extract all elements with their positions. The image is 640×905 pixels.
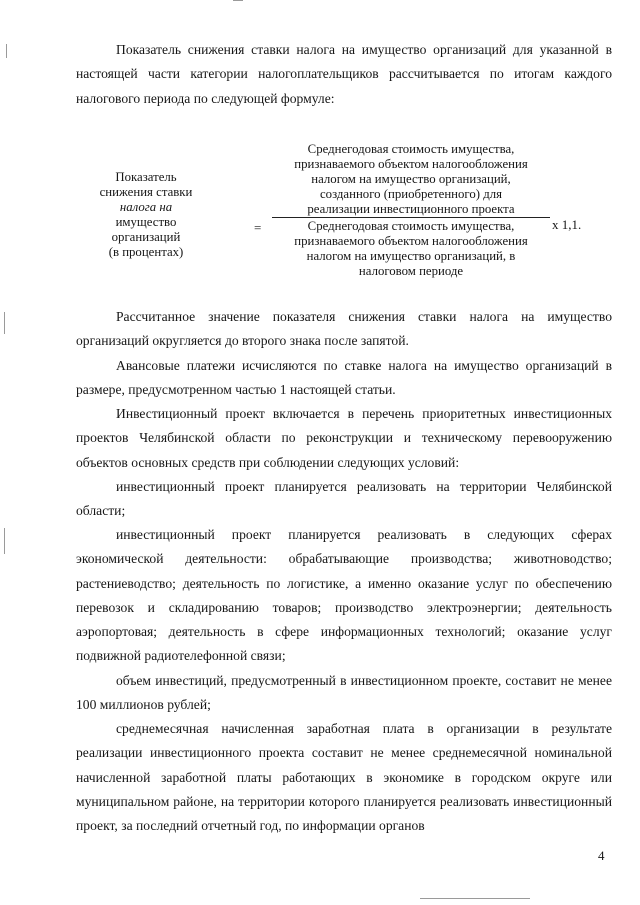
denominator-line: налоговом периоде: [358, 264, 464, 278]
paragraph-advance-payments: Авансовые платежи исчисляются по ставке налога на имущество организаций в размере, предусмотренном частью 1 настоящей статьи.: [76, 358, 612, 398]
formula-lhs-line: налога на: [119, 200, 173, 214]
denominator-line: признаваемого объектом налогообложения: [294, 234, 528, 248]
formula-lhs-line: имущество: [115, 215, 177, 229]
numerator-line: признаваемого объектом налогообложения: [294, 157, 528, 171]
paragraph-rounding: Рассчитанное значение показателя снижения ставки налога на имущество организаций округляется до второго знака после запятой.: [76, 309, 612, 349]
numerator-line: налогом на имущество организаций,: [311, 172, 511, 186]
scan-margin-mark: [6, 44, 7, 58]
formula-denominator: [272, 219, 550, 279]
formula-lhs-line: Показатель: [115, 170, 177, 184]
paragraph-condition-salary: среднемесячная начисленная заработная плата в организации в результате реализации инвестиционного проекта составит не менее среднемесячной номинальной начисленной заработной платы работающих в экономике в городском округе или муниципальном районе, на территории которого планируется реализовать инвестиционный проект, за последний отчетный год, по информации органов: [76, 721, 612, 834]
formula-numerator: [272, 142, 550, 217]
paragraph-condition-investment: объем инвестиций, предусмотренный в инвестиционном проекте, составит не менее 100 миллионов рублей;: [76, 673, 612, 713]
numerator-line: Среднегодовая стоимость имущества,: [307, 142, 515, 156]
formula-multiplier: х 1,1.: [552, 217, 582, 232]
scan-margin-mark: [4, 312, 5, 334]
denominator-line: налогом на имущество организаций, в: [306, 249, 516, 263]
paragraph-condition-sectors: инвестиционный проект планируется реализовать в следующих сферах экономической деятельности: обрабатывающие производства; животноводство; растениеводство; деятельность по логистике, а именно оказание услуг по обеспечению перевозок и складированию товаров; производство электроэнергии; деятельность аэропортовая; деятельность в сфере информационных технологий; оказание услуг подвижной радиотелефонной связи;: [76, 527, 612, 664]
formula-fraction: [272, 142, 550, 279]
scan-top-mark: [233, 0, 243, 1]
page-number: 4: [598, 848, 605, 863]
numerator-line: реализации инвестиционного проекта: [307, 202, 515, 216]
denominator-line: Среднегодовая стоимость имущества,: [307, 219, 515, 233]
formula-lhs-line: организаций: [111, 230, 181, 244]
scan-margin-mark: [4, 528, 5, 554]
paragraph-formula-intro: Показатель снижения ставки налога на имущество организаций для указанной в настоящей части категории налогоплательщиков рассчитывается по итогам каждого налогового периода по следующей формуле:: [76, 42, 612, 106]
formula-lhs: [76, 170, 216, 260]
scan-bottom-mark: [420, 898, 530, 899]
paragraph-condition-territory: инвестиционный проект планируется реализовать на территории Челябинской области;: [76, 479, 612, 519]
paragraph-project-inclusion: Инвестиционный проект включается в перечень приоритетных инвестиционных проектов Челябинской области по реконструкции и техническому перевооружению объектов основных средств при соблюдении следующих условий:: [76, 406, 612, 470]
formula-lhs-line: снижения ставки: [99, 185, 193, 199]
rate-reduction-formula: [76, 142, 612, 292]
fraction-bar: [272, 217, 550, 218]
formula-lhs-line: (в процентах): [108, 245, 184, 259]
formula-equals-sign: =: [254, 220, 262, 235]
numerator-line: созданного (приобретенного) для: [320, 187, 502, 201]
